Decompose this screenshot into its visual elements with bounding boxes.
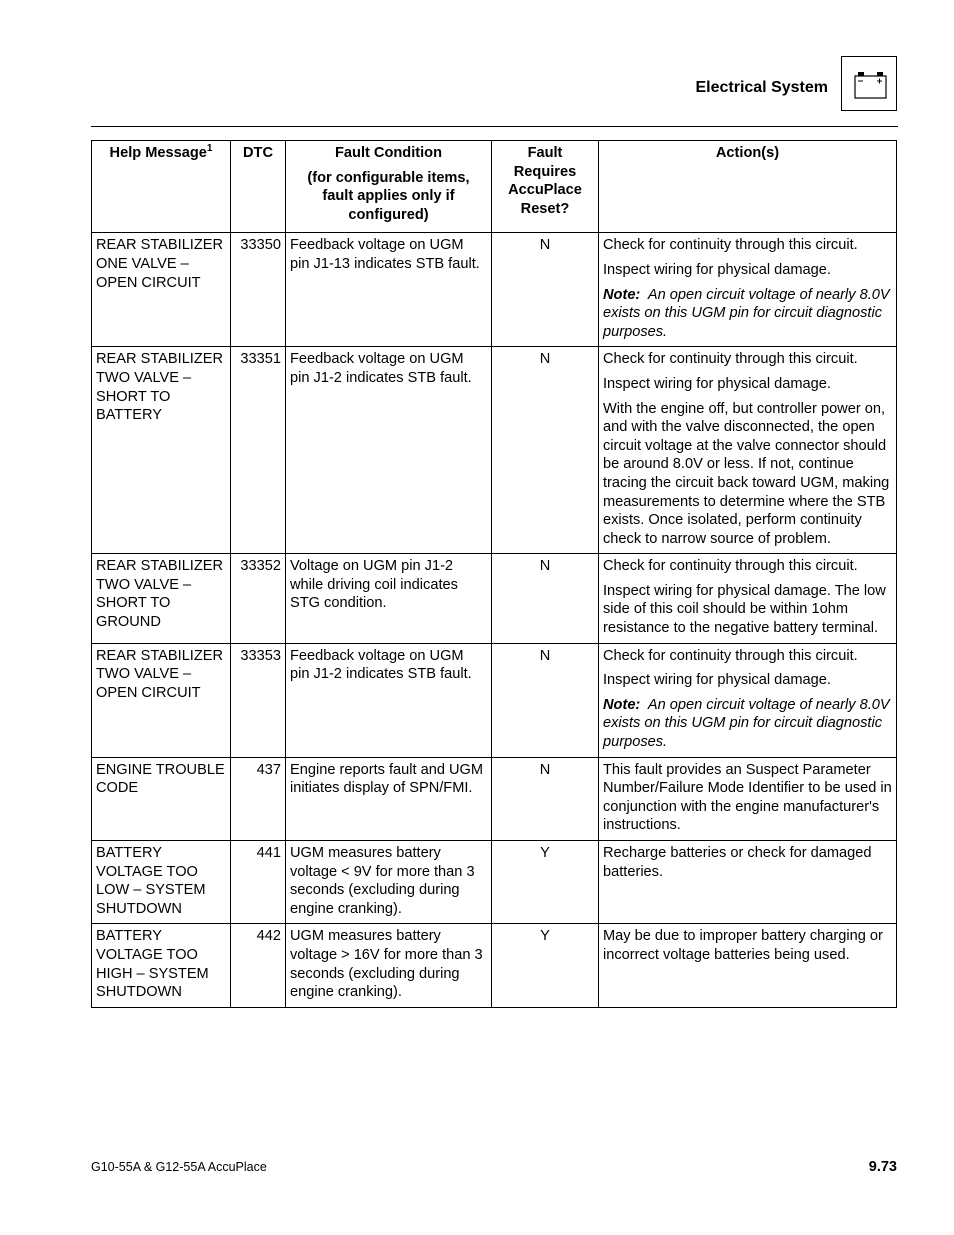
action-text: This fault provides an Suspect Parameter Number/Failure Mode Identifier to be used in conjunction with the engine manufacturer's instructions.	[603, 761, 892, 834]
page-number: 9.73	[868, 1159, 897, 1175]
action-text: May be due to improper battery charging or incorrect voltage batteries being used.	[603, 928, 883, 963]
note-label: Note:	[603, 696, 641, 713]
help-message-cell: REAR STABILIZER TWO VALVE – SHORT TO GROUND	[92, 554, 231, 643]
action-text: Check for continuity through this circuit.	[603, 558, 858, 575]
action-text: Recharge batteries or check for damaged batteries.	[603, 845, 872, 880]
col-fault-condition: Fault Condition (for configurable items, fault applies only if configured)	[286, 141, 492, 233]
action-text: Inspect wiring for physical damage. The low side of this coil should be within 1ohm resistance to the negative battery terminal.	[603, 582, 886, 637]
action-text: Check for continuity through this circuit.	[603, 237, 858, 254]
action-text: With the engine off, but controller power on, and with the valve disconnected, the open circuit voltage at the valve connector should be around 8.0V or less. If not, continue tracing the circuit back toward UGM, making measurements to determine where the STB exists. Once isolated, perform continuity check to narrow source of problem.	[603, 400, 890, 547]
table-row	[92, 643, 897, 757]
note-label: Note:	[603, 286, 641, 303]
reset-required-cell: N	[492, 554, 599, 643]
actions-cell	[599, 233, 897, 347]
col-dtc: DTC	[231, 141, 286, 233]
actions-cell	[599, 841, 897, 924]
table-row	[92, 554, 897, 643]
fault-condition-cell: Engine reports fault and UGM initiates display of SPN/FMI.	[286, 757, 492, 840]
reset-required-cell: N	[492, 233, 599, 347]
note-text: An open circuit voltage of nearly 8.0V exists on this UGM pin for circuit diagnostic purposes.	[603, 286, 890, 340]
table-body	[92, 233, 897, 1007]
reset-required-cell: N	[492, 347, 599, 554]
help-message-cell: ENGINE TROUBLE CODE	[92, 757, 231, 840]
header-divider	[91, 126, 898, 127]
reset-required-cell: Y	[492, 924, 599, 1007]
col-fault-condition-sublabel: (for configurable items, fault applies only if configured)	[307, 169, 470, 223]
actions-cell	[599, 924, 897, 1007]
col-reset-required: Fault Requires AccuPlace Reset?	[492, 141, 599, 233]
action-note	[603, 696, 892, 752]
fault-condition-cell: Feedback voltage on UGM pin J1-2 indicates STB fault.	[286, 347, 492, 554]
fault-condition-cell: UGM measures battery voltage > 16V for more than 3 seconds (excluding during engine cranking).	[286, 924, 492, 1007]
action-text: Inspect wiring for physical damage.	[603, 261, 831, 278]
dtc-cell: 33353	[231, 643, 286, 757]
reset-required-cell: N	[492, 643, 599, 757]
battery-icon	[841, 56, 897, 111]
battery-icon-graphic	[842, 57, 896, 110]
fault-table	[91, 140, 897, 1008]
table-header	[92, 141, 897, 233]
footer-model: G10-55A & G12-55A AccuPlace	[91, 1160, 267, 1174]
help-message-cell: BATTERY VOLTAGE TOO LOW – SYSTEM SHUTDOWN	[92, 841, 231, 924]
fault-condition-cell: UGM measures battery voltage < 9V for more than 3 seconds (excluding during engine cranking).	[286, 841, 492, 924]
help-message-cell: REAR STABILIZER TWO VALVE – SHORT TO BATTERY	[92, 347, 231, 554]
table-row	[92, 347, 897, 554]
dtc-cell: 33351	[231, 347, 286, 554]
help-message-cell: BATTERY VOLTAGE TOO HIGH – SYSTEM SHUTDOWN	[92, 924, 231, 1007]
action-text: Check for continuity through this circuit.	[603, 351, 858, 368]
dtc-cell: 33352	[231, 554, 286, 643]
actions-cell	[599, 347, 897, 554]
note-text: An open circuit voltage of nearly 8.0V exists on this UGM pin for circuit diagnostic purposes.	[603, 696, 890, 751]
table-row	[92, 233, 897, 347]
dtc-cell: 437	[231, 757, 286, 840]
dtc-cell: 442	[231, 924, 286, 1007]
dtc-cell: 33350	[231, 233, 286, 347]
help-message-cell: REAR STABILIZER ONE VALVE – OPEN CIRCUIT	[92, 233, 231, 347]
actions-cell	[599, 554, 897, 643]
dtc-cell: 441	[231, 841, 286, 924]
action-text: Inspect wiring for physical damage.	[603, 375, 831, 392]
action-text: Check for continuity through this circuit.	[603, 647, 858, 664]
header-row	[92, 141, 897, 233]
table-row	[92, 924, 897, 1007]
section-title: Electrical System	[695, 79, 828, 96]
help-message-cell: REAR STABILIZER TWO VALVE – OPEN CIRCUIT	[92, 643, 231, 757]
actions-cell	[599, 757, 897, 840]
action-note	[603, 286, 892, 342]
col-help-message: Help Message$^1$	[92, 141, 231, 233]
fault-condition-cell: Voltage on UGM pin J1-2 while driving coil indicates STG condition.	[286, 554, 492, 643]
fault-condition-cell: Feedback voltage on UGM pin J1-2 indicates STB fault.	[286, 643, 492, 757]
reset-required-cell: Y	[492, 841, 599, 924]
reset-required-cell: N	[492, 757, 599, 840]
table-row	[92, 841, 897, 924]
actions-cell	[599, 643, 897, 757]
table-row	[92, 757, 897, 840]
fault-condition-cell: Feedback voltage on UGM pin J1-13 indicates STB fault.	[286, 233, 492, 347]
col-actions: Action(s)	[599, 141, 897, 233]
action-text: Inspect wiring for physical damage.	[603, 672, 831, 689]
